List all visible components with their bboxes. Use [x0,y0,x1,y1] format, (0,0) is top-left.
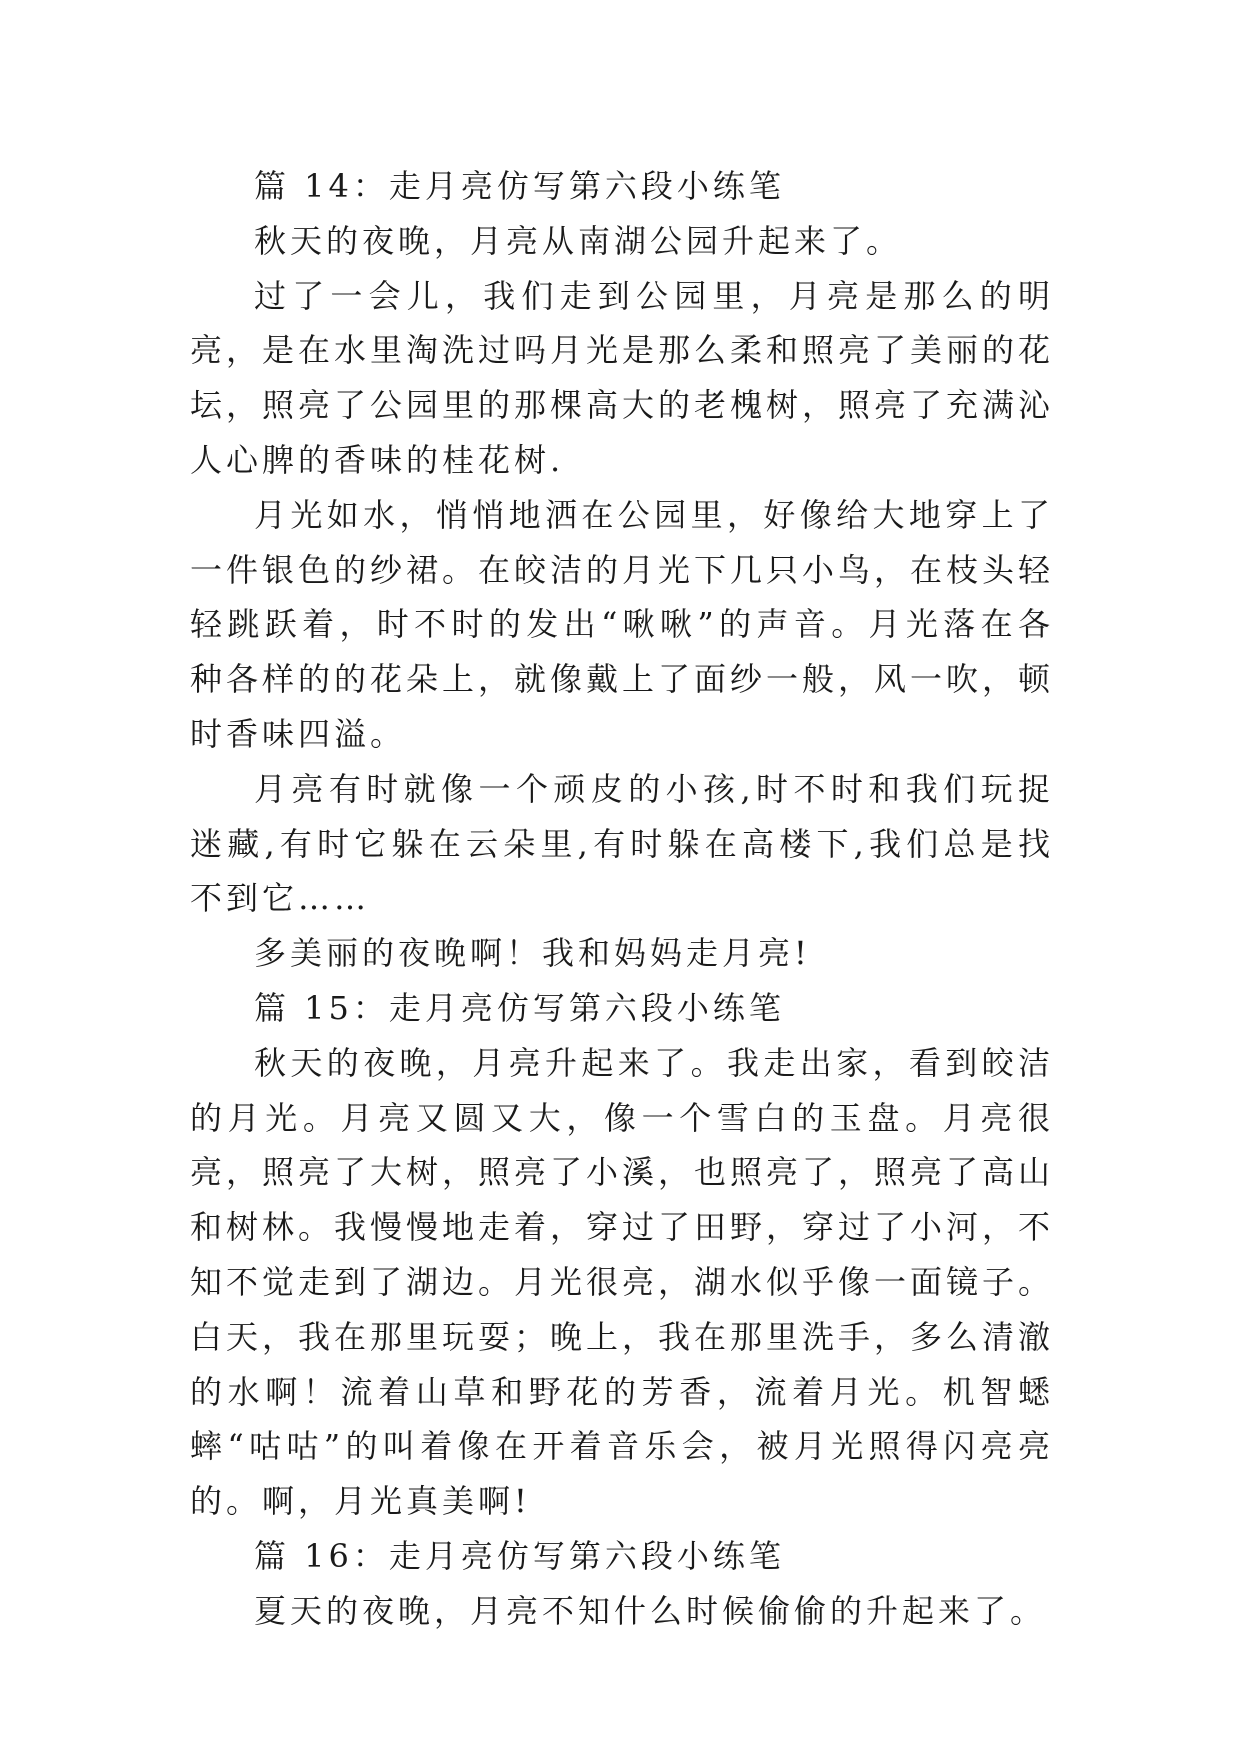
section-heading-16: 篇 16：走月亮仿写第六段小练笔 [254,1536,785,1575]
paragraph: 月亮有时就像一个顽皮的小孩,时不时和我们玩捉迷藏,有时它躲在云朵里,有时躲在高楼下,我们总是找不到它…… [190,769,1054,918]
paragraph: 秋天的夜晚，月亮升起来了。我走出家，看到皎洁的月光。月亮又圆又大，像一个雪白的玉盘。月亮很亮，照亮了大树，照亮了小溪，也照亮了，照亮了高山和树林。我慢慢地走着，穿过了田野，穿过了小河，不知不觉走到了湖边。月光很亮，湖水似乎像一面镜子。白天，我在那里玩耍；晚上，我在那里洗手，多么清澈的水啊！流着山草和野花的芳香，流着月光。机智蟋蟀“咕咕”的叫着像在开着音乐会，被月光照得闪亮亮的。啊，月光真美啊! [190,1043,1055,1521]
section-heading-14: 篇 14：走月亮仿写第六段小练笔 [254,167,785,205]
paragraph: 秋天的夜晚，月亮从南湖公园升起来了。 [254,221,903,260]
paragraph: 多美丽的夜晚啊！我和妈妈走月亮! [254,934,811,973]
paragraph: 月光如水，悄悄地洒在公园里，好像给大地穿上了一件银色的纱裙。在皎洁的月光下几只小鸟，在枝头轻轻跳跃着，时不时的发出“啾啾”的声音。月光落在各种各样的的花朵上，就像戴上了面纱一般，风一吹，顿时香味四溢。 [190,495,1055,753]
section-heading-15: 篇 15：走月亮仿写第六段小练笔 [254,988,785,1027]
paragraph: 过了一会儿，我们走到公园里，月亮是那么的明亮，是在水里淘洗过吗月光是那么柔和照亮了美丽的花坛，照亮了公园里的那棵高大的老槐树，照亮了充满沁人心脾的香味的桂花树. [190,276,1055,479]
paragraph: 夏天的夜晚，月亮不知什么时候偷偷的升起来了。 [254,1591,1047,1630]
document-page [190,159,1054,1639]
